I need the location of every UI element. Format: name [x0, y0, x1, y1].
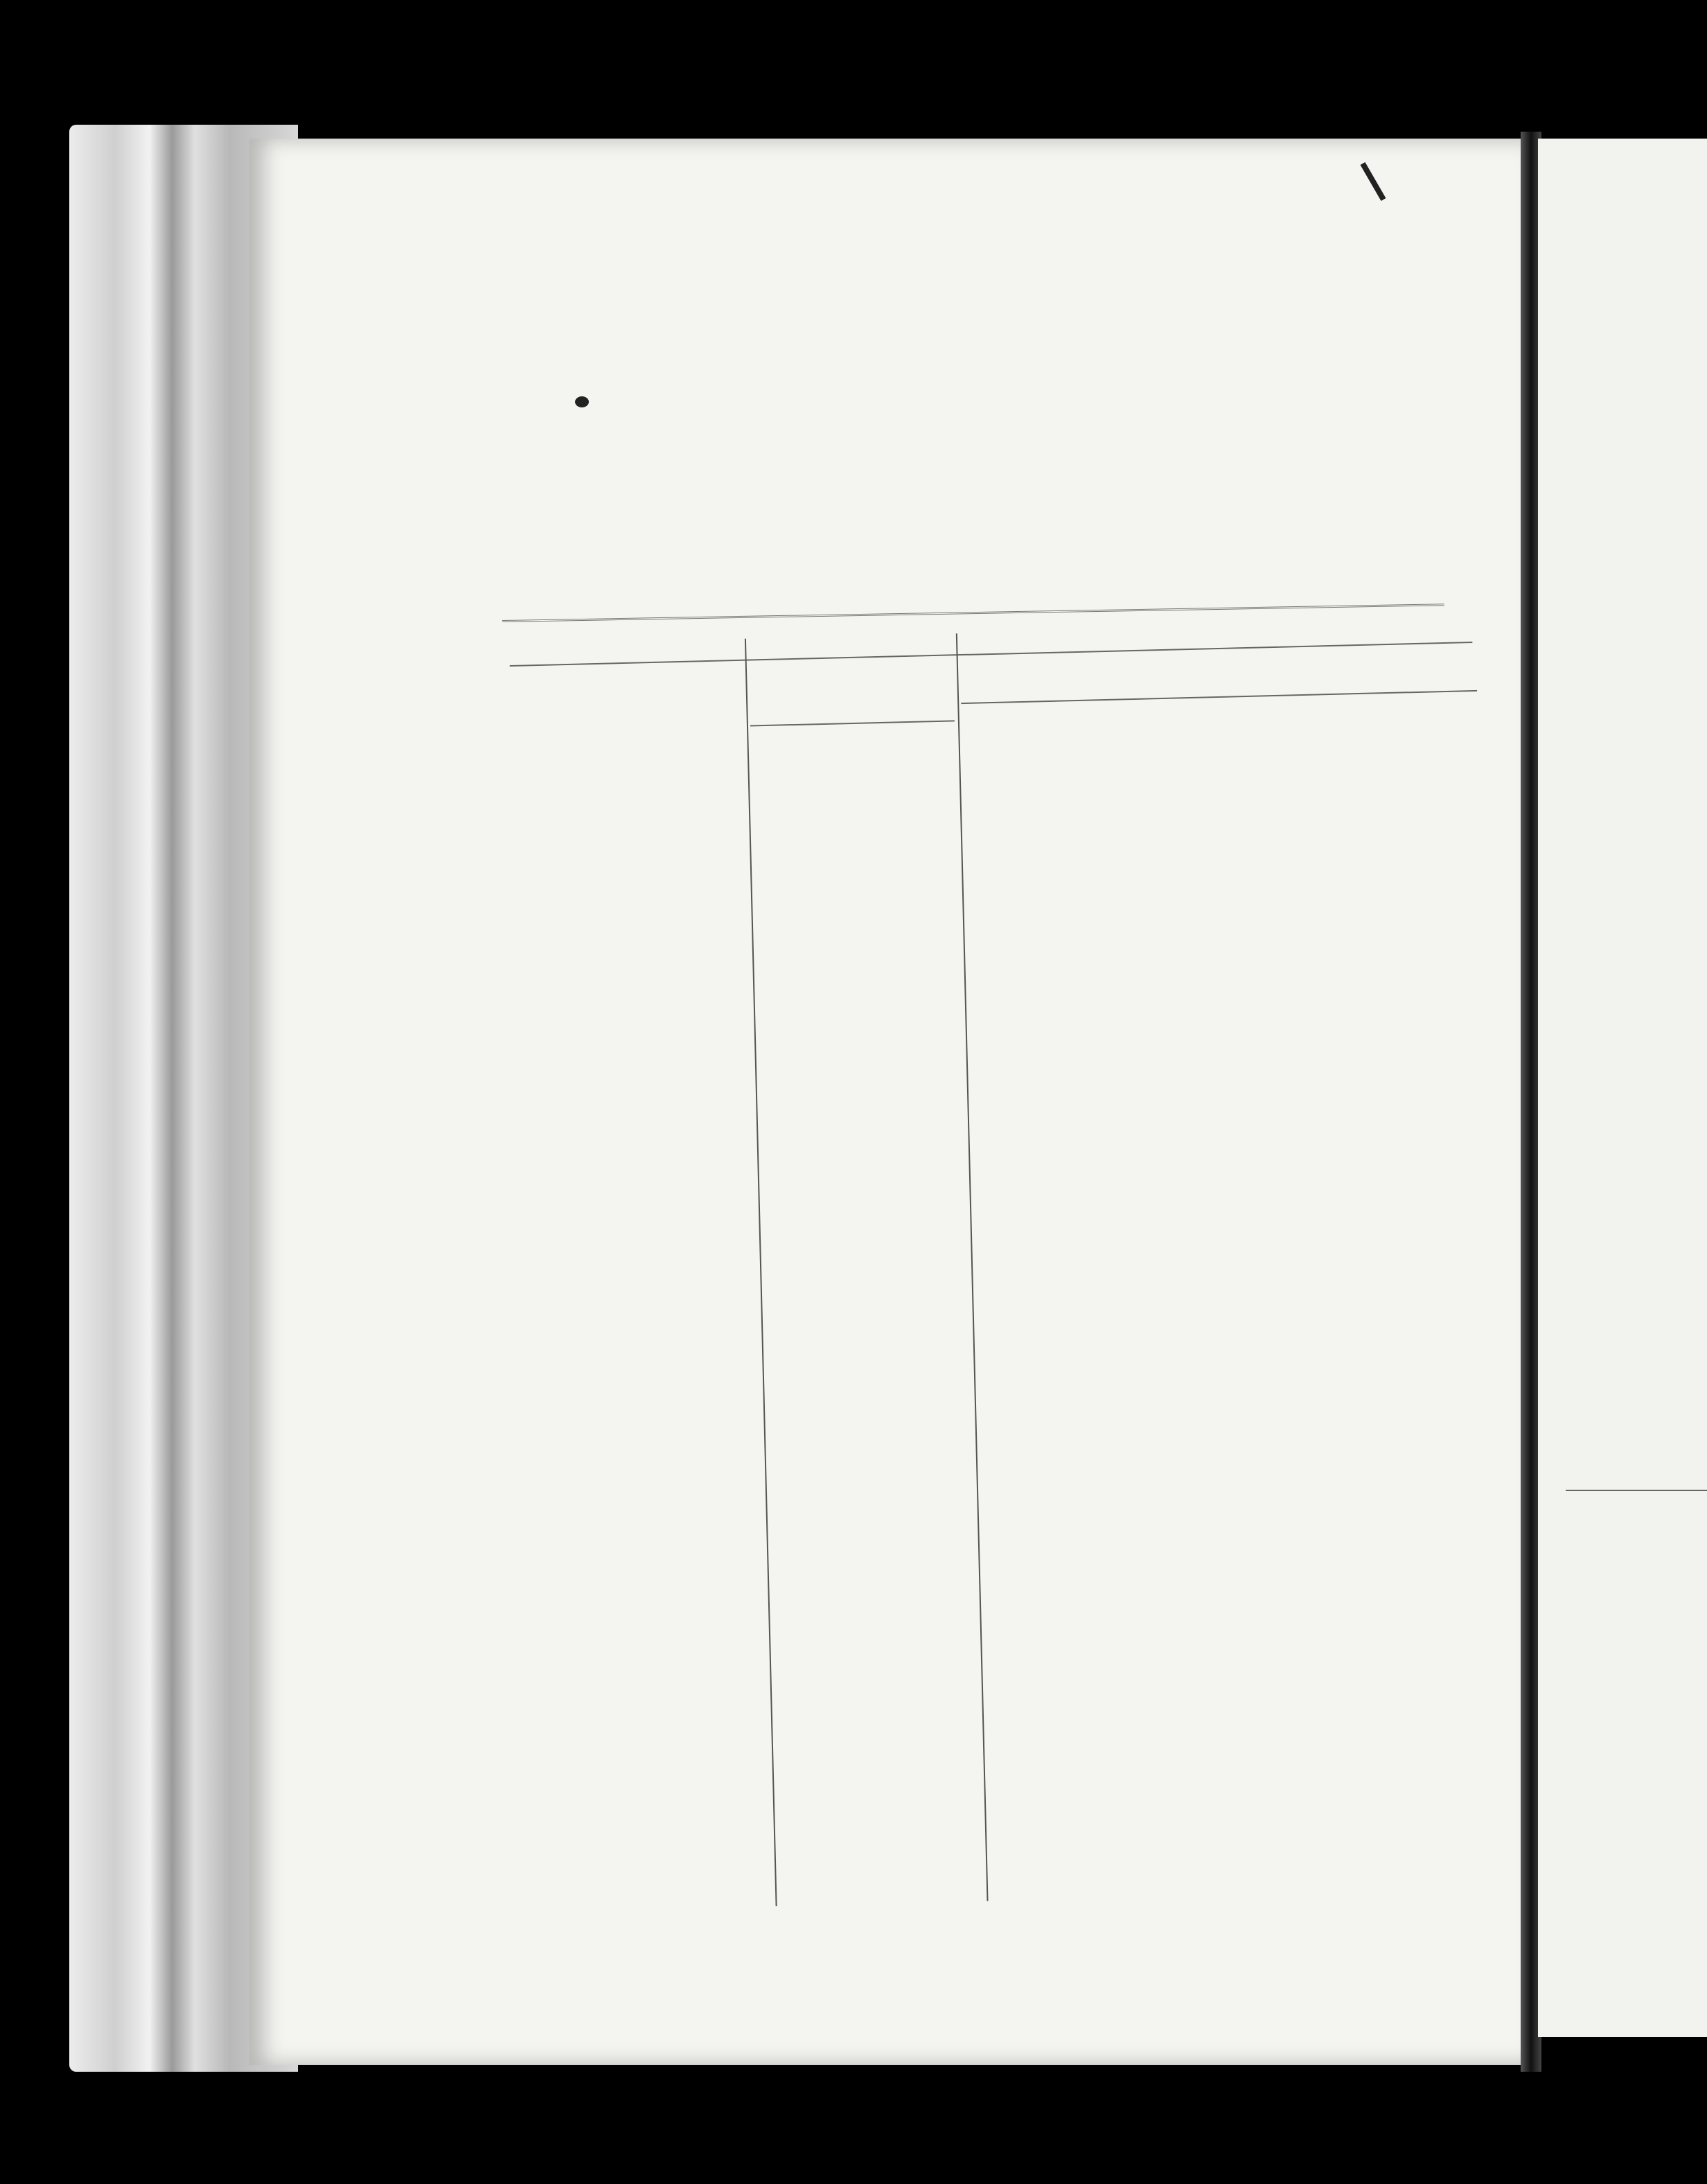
ink-spot	[575, 396, 589, 407]
deputations-under-rule	[961, 690, 1477, 704]
deputations-table	[509, 620, 1525, 1946]
right-page	[1538, 139, 1707, 2037]
right-page-stations	[1562, 525, 1707, 529]
right-page-rule	[1566, 1490, 1707, 1491]
column-divider-1	[745, 639, 777, 1907]
header-top-rule	[510, 642, 1473, 667]
dates-under-rule	[750, 720, 955, 726]
column-divider-2	[956, 633, 989, 1901]
